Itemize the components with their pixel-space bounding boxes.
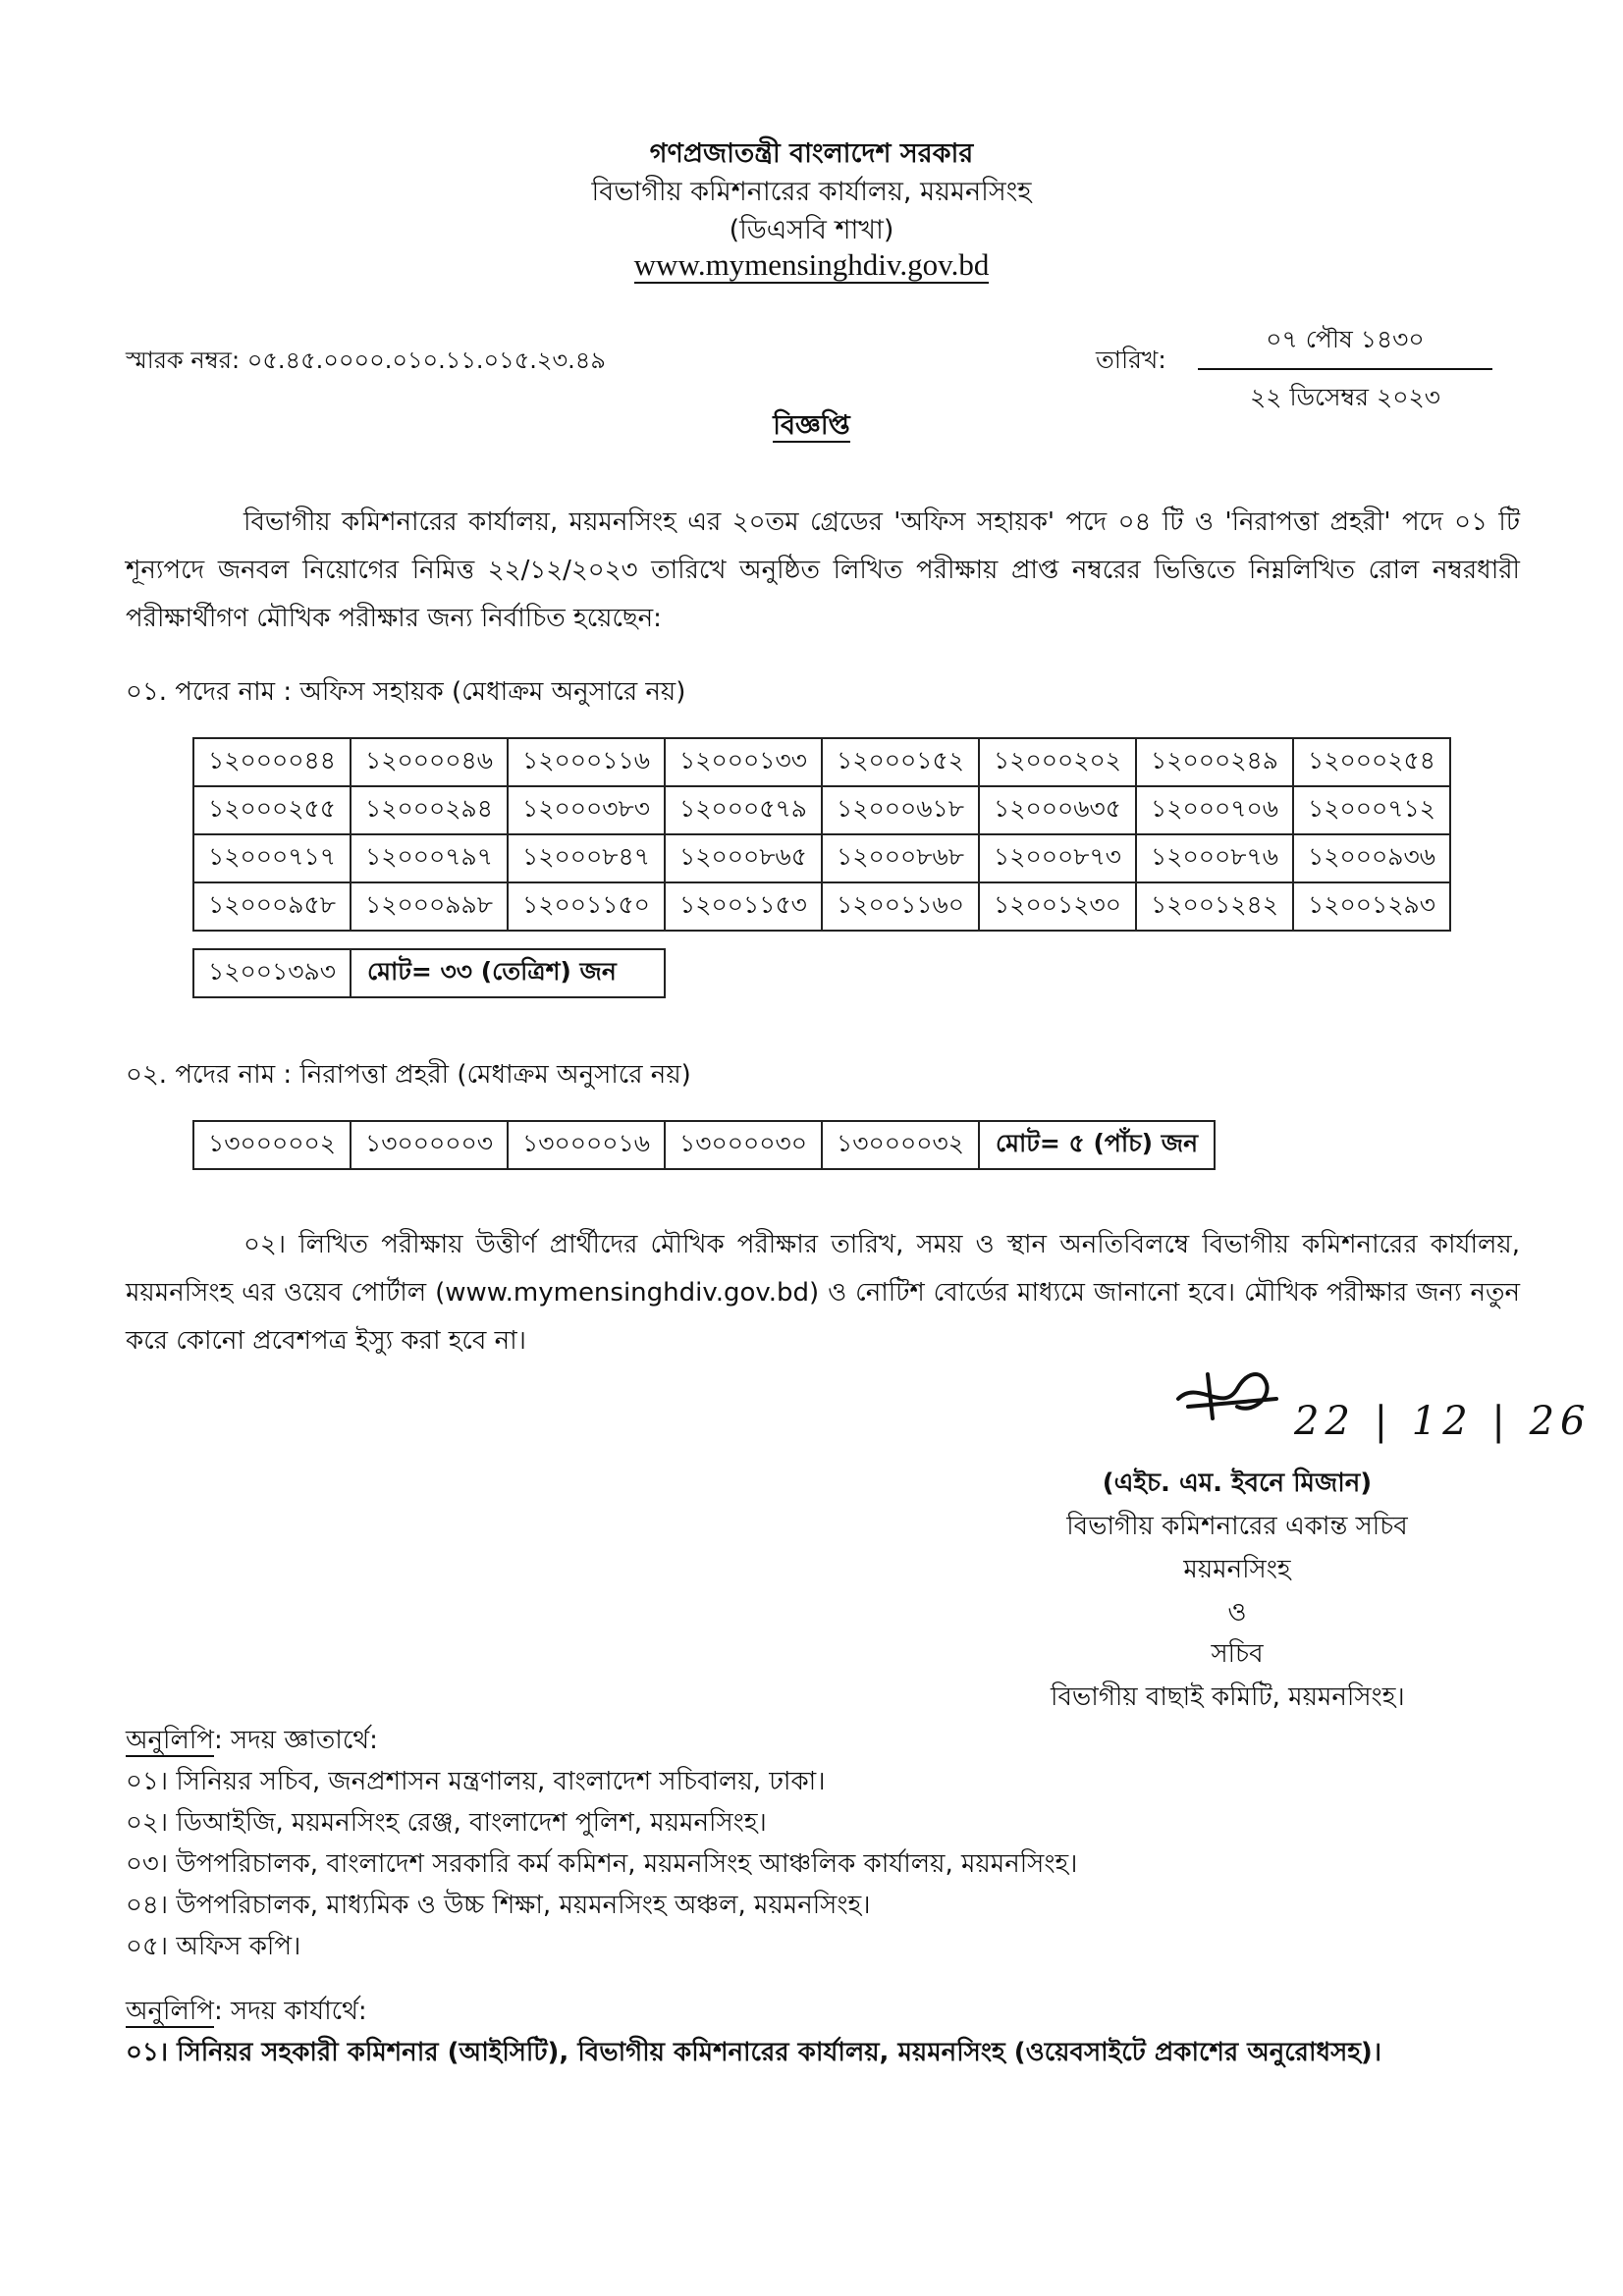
table-row [193,786,1450,834]
list-item: ০১। সিনিয়র সচিব, জনপ্রশাসন মন্ত্রণালয়, বাংলাদেশ সচিবালয়, ঢাকা। [126,1767,826,1796]
roll-cell: ১২০০০৯৩৬ [1293,834,1450,882]
roll-cell: ১২০০০৭১২ [1293,786,1450,834]
roll-cell: ১৩০০০০০৩ [351,1121,508,1169]
signer-and: ও [1227,1598,1247,1628]
roll-cell: ১২০০০২৪৯ [1136,738,1293,786]
cc-label: অনুলিপি [126,1726,214,1755]
total-cell: মোট= ৩৩ (তেত্রিশ) জন [351,949,665,997]
roll-cell: ১২০০০৯৫৮ [193,882,351,931]
post2-roll-table [192,1120,1216,1170]
list-item: ০৩। উপপরিচালক, বাংলাদেশ সরকারি কর্ম কমিশন, ময়মনসিংহ আঞ্চলিক কার্যালয়, ময়মনসিংহ। [126,1849,1078,1879]
roll-cell: ১২০০০১৩৩ [665,738,822,786]
signer-location: ময়মনসিংহ [1183,1555,1291,1584]
signer-committee: বিভাগীয় বাছাই কমিটি, ময়মনসিংহ। [1051,1682,1405,1712]
total-cell: মোট= ৫ (পাঁচ) জন [979,1121,1215,1169]
roll-cell: ১৩০০০০১৬ [508,1121,665,1169]
list-item: ০২। ডিআইজি, ময়মনসিংহ রেঞ্জ, বাংলাদেশ পুলিশ, ময়মনসিংহ। [126,1808,767,1838]
branch-name: (ডিএসবি শাখা) [729,215,894,245]
roll-cell: ১২০০০৫৭৯ [665,786,822,834]
roll-cell: ১২০০০৩৮৩ [508,786,665,834]
date-english: ২২ ডিসেম্বর ২০২৩ [1249,383,1440,411]
table-row [193,834,1450,882]
roll-cell: ১২০০০৮৪৭ [508,834,665,882]
list-item: ০৫। অফিস কপি। [126,1932,301,1961]
roll-cell: ১২০০০২৯৪ [351,786,508,834]
post1-heading: ০১. পদের নাম : অফিস সহায়ক (মেধাক্রম অনুসারে নয়) [126,677,686,707]
roll-cell: ১২০০০০৪৬ [351,738,508,786]
roll-cell: ১৩০০০০৩০ [665,1121,822,1169]
post2-heading: ০২. পদের নাম : নিরাপত্তা প্রহরী (মেধাক্রম অনুসারে নয়) [126,1060,691,1090]
roll-cell: ১২০০০৬১৮ [822,786,979,834]
roll-cell: ১২০০১২৪২ [1136,882,1293,931]
cc-action-heading [126,1991,367,2034]
roll-cell: ১২০০০১১৬ [508,738,665,786]
date-label: তারিখ: [1096,346,1166,374]
handwritten-date: 22 | 12 | 26 [1294,1399,1592,1444]
roll-cell: ১২০০০৮৭৬ [1136,834,1293,882]
roll-cell: ১২০০১১৫০ [508,882,665,931]
roll-cell: ১২০০০২৫৫ [193,786,351,834]
list-item: ০৪। উপপরিচালক, মাধ্যমিক ও উচ্চ শিক্ষা, ময়মনসিংহ অঞ্চল, ময়মনসিংহ। [126,1891,871,1920]
list-item: ০১। সিনিয়র সহকারী কমিশনার (আইসিটি), বিভাগীয় কমিশনারের কার্যালয়, ময়মনসিংহ (ওয়েবসাইটে প্রকাশের অনুরোধসহ)। [126,2038,1382,2067]
roll-cell: ১২০০১২৯৩ [1293,882,1450,931]
signer-title-2: সচিব [1211,1639,1264,1669]
cc-info-heading [126,1720,378,1763]
roll-cell: ১২০০০১৫২ [822,738,979,786]
roll-cell: ১২০০০৯৯৮ [351,882,508,931]
roll-cell: ১৩০০০০৩২ [822,1121,979,1169]
roll-cell: ১২০০১১৫৩ [665,882,822,931]
post1-total-table [192,948,666,998]
office-name: বিভাগীয় কমিশনারের কার্যালয়, ময়মনসিংহ [591,177,1032,207]
instructions-paragraph: ০২। লিখিত পরীক্ষায় উত্তীর্ণ প্রার্থীদের মৌখিক পরীক্ষার তারিখ, সময় ও স্থান অনতিবিলম্বে বিভাগীয় কমিশনারের কার্যালয়, ময়মনসিংহ এর ওয়েব পোর্টাল (www.mymensinghdiv.gov.bd) ও নোটিশ বোর্ডের মাধ্যমে জানানো হবে। মৌখিক পরীক্ষার জন্য নতুন করে কোনো প্রবেশপত্র ইস্যু করা হবে না। [126,1230,1520,1356]
roll-cell: ১৩০০০০০২ [193,1121,351,1169]
cc-label: অনুলিপি [126,1997,214,2026]
roll-cell: ১২০০০২৫৪ [1293,738,1450,786]
roll-cell: ১২০০০৬৩৫ [979,786,1136,834]
post1-roll-table [192,737,1451,932]
table-row [193,1121,1215,1169]
signer-name: (এইচ. এম. ইবনে মিজান) [1102,1468,1373,1498]
roll-cell: ১২০০০০৪৪ [193,738,351,786]
signature-mark [1168,1360,1286,1428]
roll-cell: ১২০০১২৩০ [979,882,1136,931]
roll-cell: ১২০০১৩৯৩ [193,949,351,997]
table-row [193,949,665,997]
table-row [193,882,1450,931]
signer-title: বিভাগীয় কমিশনারের একান্ত সচিব [1066,1512,1408,1541]
notice-title-text: বিজ্ঞপ্তি [773,410,850,441]
roll-cell: ১২০০০৭০৬ [1136,786,1293,834]
roll-cell: ১২০০০২০২ [979,738,1136,786]
roll-cell: ১২০০০৭১৭ [193,834,351,882]
website-link-line [0,247,1623,283]
roll-cell: ১২০০১১৬০ [822,882,979,931]
cc-suffix: : সদয় জ্ঞাতার্থে: [213,1726,378,1755]
intro-paragraph: বিভাগীয় কমিশনারের কার্যালয়, ময়মনসিংহ এর ২০তম গ্রেডের 'অফিস সহায়ক' পদে ০৪ টি ও 'নিরাপত্তা প্রহরী' পদে ০১ টি শূন্যপদে জনবল নিয়োগের নিমিত্ত ২২/১২/২০২৩ তারিখে অনুষ্ঠিত লিখিত পরীক্ষায় প্রাপ্ত নম্বরের ভিত্তিতে নিম্নলিখিত রোল নম্বরধারী পরীক্ষার্থীগণ মৌখিক পরীক্ষার জন্য নির্বাচিত হয়েছেন: [126,507,1520,633]
roll-cell: ১২০০০৭৯৭ [351,834,508,882]
roll-cell: ১২০০০৮৬৮ [822,834,979,882]
government-title: গণপ্রজাতন্ত্রী বাংলাদেশ সরকার [649,138,974,169]
table-row [193,738,1450,786]
cc-suffix: : সদয় কার্যার্থে: [213,1997,367,2026]
date-bangla: ০৭ পৌষ ১৪৩০ [1198,320,1492,370]
roll-cell: ১২০০০৮৭৩ [979,834,1136,882]
roll-cell: ১২০০০৮৬৫ [665,834,822,882]
memo-number: স্মারক নম্বর: ০৫.৪৫.০০০০.০১০.১১.০১৫.২৩.৪৯ [126,347,606,374]
website-link[interactable]: www.mymensinghdiv.gov.bd [633,247,990,282]
notice-title [0,405,1623,450]
